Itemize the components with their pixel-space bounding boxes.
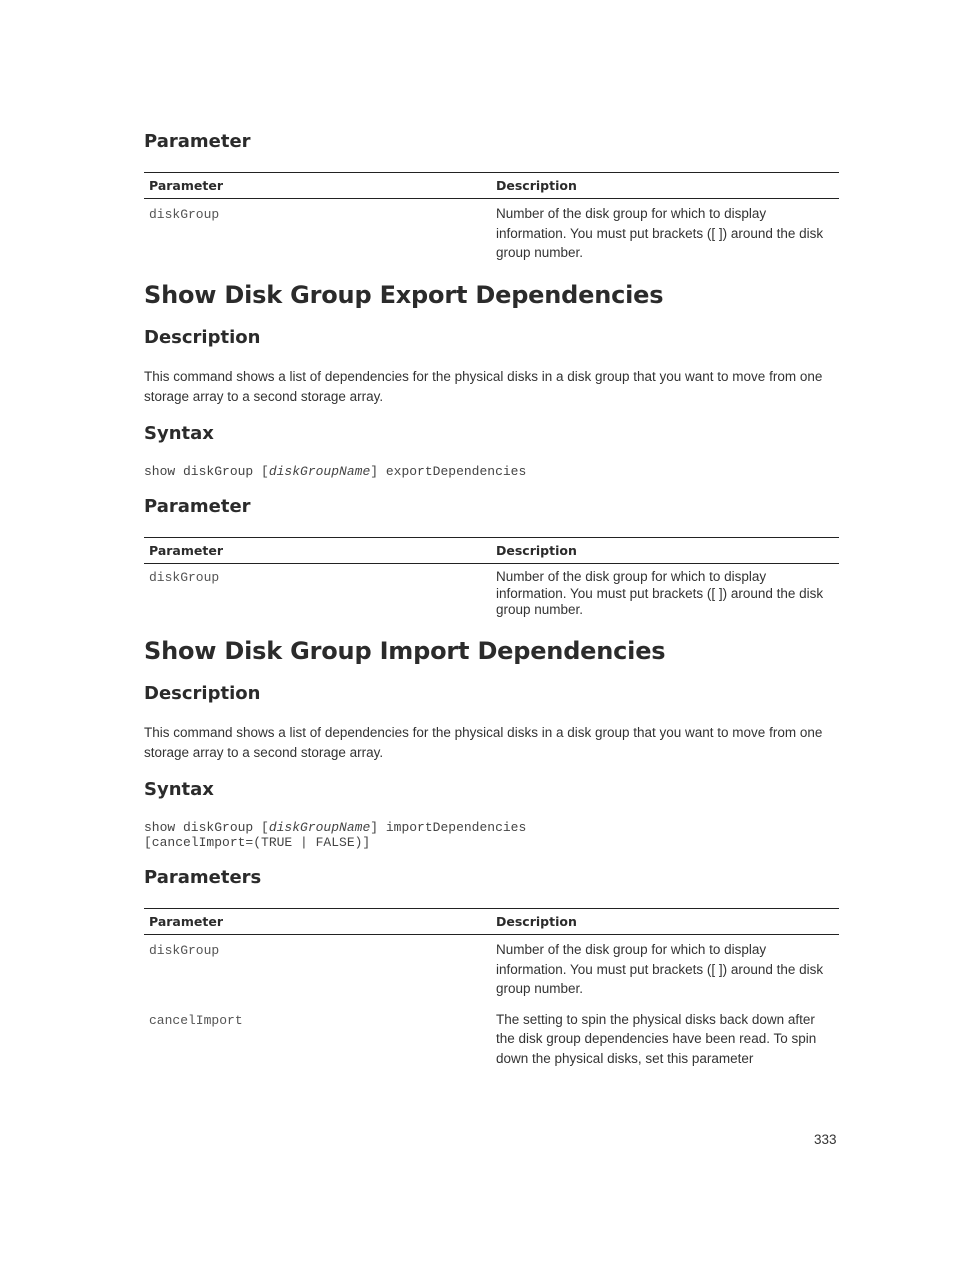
- parameter-name: diskGroup: [149, 943, 220, 958]
- section-heading-syntax: Syntax: [144, 423, 214, 444]
- parameter-name: cancelImport: [149, 1012, 243, 1028]
- page-number: 333: [814, 1132, 837, 1147]
- description-text: This command shows a list of dependencies for the physical disks in a disk group that you want to move from one storage array to a second storage array.: [144, 369, 823, 404]
- section-heading-description: Description: [144, 683, 261, 704]
- syntax-code-block: [144, 820, 526, 850]
- code-placeholder: diskGroupName: [268, 820, 371, 835]
- section-heading-parameter: Parameter: [144, 131, 251, 152]
- parameter-table: [144, 537, 839, 625]
- column-header-parameter: Parameter: [144, 909, 491, 935]
- code-text: ] exportDependencies: [370, 464, 527, 479]
- parameter-description: The setting to spin the physical disks back down after the disk group dependencies have been read. To spin down the physical disks, set this parameter: [496, 1011, 817, 1066]
- parameter-description: Number of the disk group for which to display information. You must put brackets ([ ]) around the disk group number.: [496, 942, 824, 996]
- parameter-name: diskGroup: [149, 207, 220, 222]
- parameter-name: diskGroup: [149, 570, 220, 585]
- section-heading-syntax: Syntax: [144, 779, 214, 800]
- code-placeholder: diskGroupName: [268, 464, 371, 479]
- column-header-description: Description: [491, 173, 839, 199]
- table-header-row: [144, 173, 839, 199]
- code-text: show diskGroup [: [144, 464, 269, 479]
- section-heading-description: Description: [144, 327, 261, 348]
- parameter-description: Number of the disk group for which to display information. You must put brackets ([ ]) around the disk group number.: [496, 206, 824, 260]
- table-header-row: [144, 909, 839, 935]
- parameter-description: Number of the disk group for which to display information. You must put brackets ([ ]) around the disk group number.: [496, 569, 824, 617]
- column-header-description: Description: [491, 909, 839, 935]
- description-text: This command shows a list of dependencies for the physical disks in a disk group that you want to move from one storage array to a second storage array.: [144, 725, 823, 760]
- column-header-parameter: Parameter: [144, 538, 491, 564]
- table-row: [144, 935, 839, 1005]
- table-header-row: [144, 538, 839, 564]
- syntax-code-block: [144, 464, 526, 479]
- page-title-import-dependencies: Show Disk Group Import Dependencies: [144, 637, 666, 665]
- parameter-table: [144, 172, 839, 269]
- section-heading-parameters: Parameters: [144, 867, 262, 888]
- table-row: [144, 1005, 839, 1075]
- code-text: [cancelImport=(TRUE | FALSE)]: [144, 835, 371, 850]
- section-heading-parameter: Parameter: [144, 496, 251, 517]
- code-text: show diskGroup [: [144, 820, 269, 835]
- column-header-parameter: Parameter: [144, 173, 491, 199]
- page-title-export-dependencies: Show Disk Group Export Dependencies: [144, 281, 664, 309]
- table-row: [144, 199, 839, 269]
- table-row: [144, 564, 839, 625]
- code-text: ] importDependencies: [370, 820, 527, 835]
- column-header-description: Description: [491, 538, 839, 564]
- parameters-table: [144, 908, 839, 1074]
